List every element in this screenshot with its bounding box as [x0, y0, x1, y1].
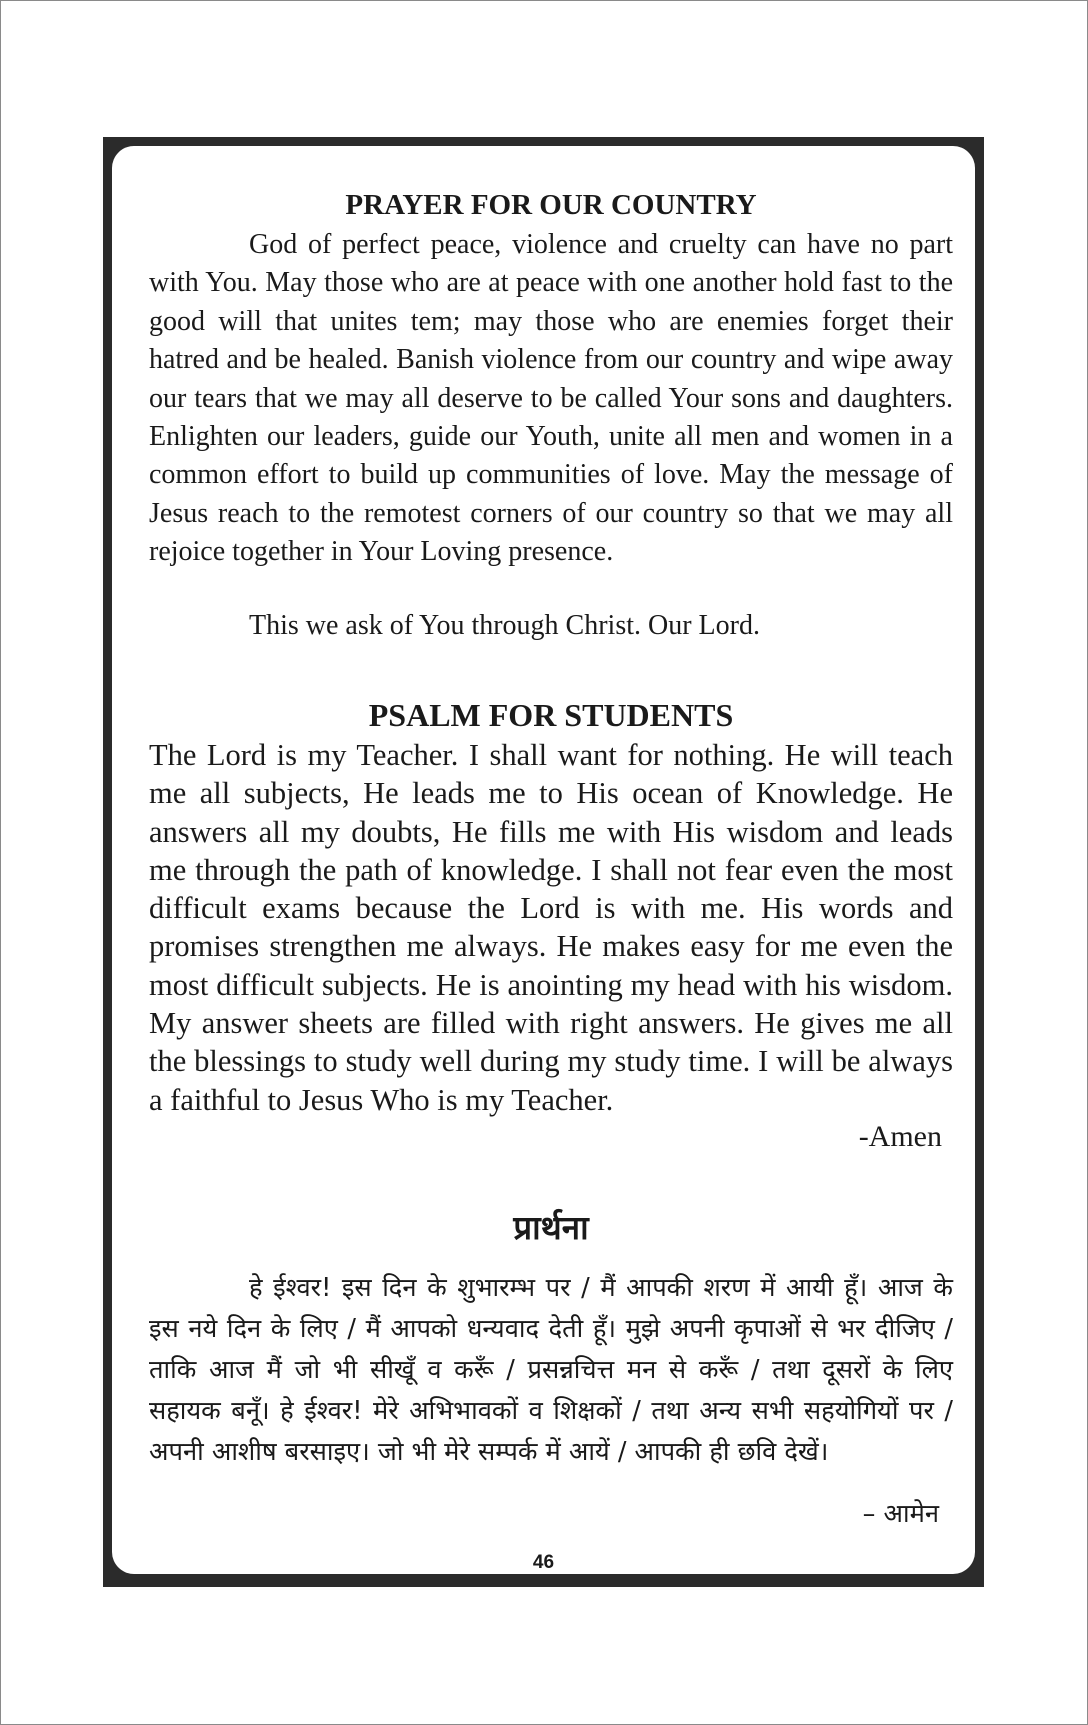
- psalm-amen: -Amen: [858, 1120, 942, 1153]
- prayer-country-title: PRAYER FOR OUR COUNTRY: [345, 189, 757, 221]
- prayer-country-closing: This we ask of You through Christ. Our Lord.: [249, 610, 760, 641]
- prayer-country-body: God of perfect peace, violence and cruelty can have no part with You. May those who are at peace with one another hold fast to the good will that unites tem; may those who are enemies forget their hatred and be healed. Banish violence from our country and wipe away our tears that we may all deserve to be called Your sons and daughters. Enlighten our leaders, guide our Youth, unite all men and women in a common effort to build up communities of love. May the message of Jesus reach to the remotest corners of our country so that we may all rejoice together in Your Loving presence.: [149, 229, 953, 568]
- page-number: 46: [532, 1552, 555, 1573]
- psalm-students-title: PSALM FOR STUDENTS: [368, 697, 734, 733]
- psalm-students-body: The Lord is my Teacher. I shall want for nothing. He will teach me all subjects, He leads me to His ocean of Knowledge. He answers all my doubts, He fills me with His wisdom and leads me through the path of knowledge. I shall not fear even the most difficult exams because the Lord is with me. His words and promises strengthen me always. He makes easy for me even the most difficult subjects. He is anointing my head with his wisdom. My answer sheets are filled with right answers. He gives me all the blessings to study well during my study time. I will be always a faithful to Jesus Who is my Teacher.: [149, 738, 953, 1117]
- hindi-prayer-title: प्रार्थना: [513, 1208, 589, 1247]
- content-card: [112, 146, 975, 1574]
- hindi-prayer-body: हे ईश्वर! इस दिन के शुभारम्भ पर / मैं आपकी शरण में आयी हूँ। आज के इस नये दिन के लिए / मैं आपको धन्यवाद देती हूँ। मुझे अपनी कृपाओं से भर दीजिए / ताकि आज मैं जो भी सीखूँ व करूँ / प्रसन्नचित्त मन से करूँ / तथा दूसरों के लिए सहायक बनूँ। हे ईश्वर! मेरे अभिभावकों व शिक्षकों / तथा अन्य सभी सहयोगियों पर / अपनी आशीष बरसाइए। जो भी मेरे सम्पर्क में आयें / आपकी ही छवि देखें।: [149, 1273, 953, 1467]
- page-frame: [103, 137, 984, 1587]
- hindi-amen: – आमेन: [862, 1499, 939, 1529]
